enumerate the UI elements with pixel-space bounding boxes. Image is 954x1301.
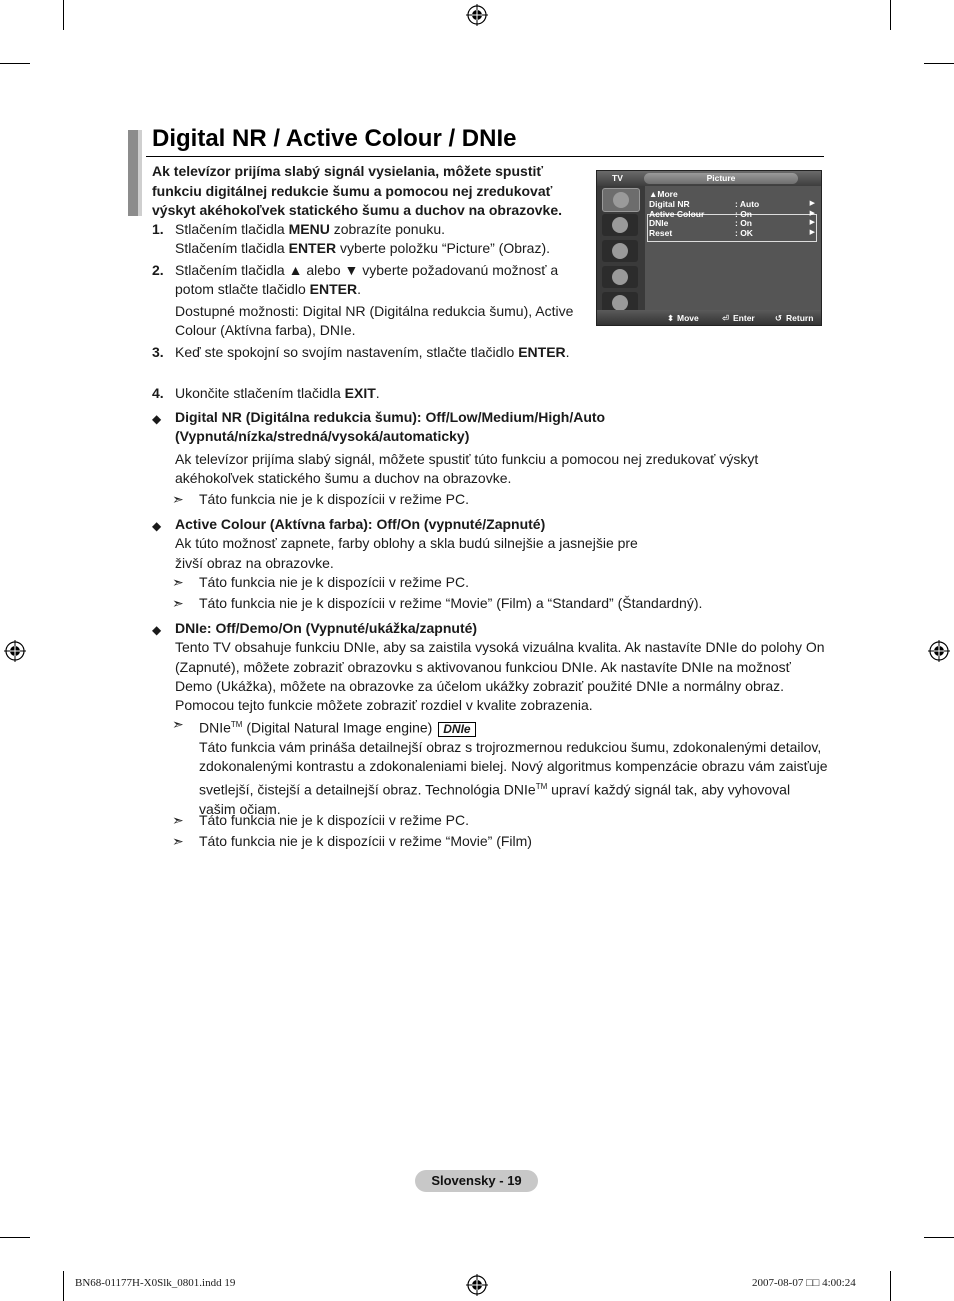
crop-mark: [890, 0, 891, 30]
note-arrow-icon: ➣: [172, 812, 184, 828]
dnie-term: (Digital Natural Image engine): [242, 719, 437, 736]
page-number-badge: Slovensky - 19: [415, 1170, 538, 1192]
osd-more: [649, 189, 815, 199]
step-text: Stlačením tlačidla: [175, 221, 289, 237]
osd-row-label: Active Colour: [649, 209, 705, 219]
osd-row-value: : OK: [735, 228, 753, 238]
registration-mark-icon: [4, 640, 26, 662]
note-arrow-icon: ➣: [172, 833, 184, 849]
osd-menu-list: [645, 186, 821, 310]
osd-enter-label: Enter: [733, 313, 755, 323]
osd-more-label: ▲More: [649, 189, 678, 199]
step-text: .: [565, 344, 570, 360]
section-heading: Active Colour (Aktívna farba): Off/On (vypnuté/Zapnuté): [175, 516, 546, 532]
osd-menu-title: Picture: [644, 173, 798, 184]
osd-row: [649, 218, 815, 228]
key-label: MENU: [288, 221, 330, 237]
return-icon: ↺: [775, 313, 783, 323]
note-arrow-icon: ➣: [172, 595, 184, 611]
step-text: Ukončite stlačením tlačidla: [175, 385, 345, 401]
diamond-bullet-icon: ◆: [152, 519, 162, 533]
note-text: Táto funkcia nie je k dispozícii v režime “Movie” (Film) a “Standard” (Štandardný).: [199, 595, 703, 611]
osd-row-value: : On: [735, 209, 752, 219]
note-arrow-icon: ➣: [172, 491, 184, 507]
trademark-mark: TM: [230, 720, 243, 729]
key-label: ENTER: [309, 281, 358, 298]
step-text: zobrazíte ponuku.: [329, 221, 446, 237]
diamond-bullet-icon: ◆: [152, 412, 162, 426]
registration-mark-icon: [466, 4, 488, 26]
dnie-description: upraví každý signál tak, aby vyhovoval vašim očiam.: [199, 781, 791, 817]
step-number: 4.: [152, 385, 164, 401]
crop-mark: [890, 1271, 891, 1301]
title-rule: [146, 156, 824, 157]
right-arrow-icon: ▶: [809, 229, 815, 236]
step-number: 1.: [152, 221, 164, 237]
right-arrow-icon: ▶: [809, 210, 815, 217]
step-text: Stlačením tlačidla ▲ alebo ▼ vyberte požadovanú možnosť a potom stlačte tlačidlo: [175, 262, 559, 298]
title-accent-bar: [138, 130, 142, 216]
crop-mark: [63, 0, 64, 30]
step-text: vyberte položku “Picture” (Obraz).: [336, 240, 551, 257]
step-text: .: [375, 385, 380, 401]
osd-row-label: Reset: [649, 228, 673, 238]
step-text: Dostupné možnosti: Digital NR (Digitálna redukcia šumu), Active Colour (Aktívna farba), DNIe.: [175, 302, 574, 338]
crop-mark: [0, 63, 30, 64]
key-label: ENTER: [288, 240, 337, 257]
step-text: Keď ste spokojní so svojím nastavením, stlačte tlačidlo: [175, 344, 519, 360]
osd-icon-column: [597, 186, 645, 310]
trademark-mark: TM: [535, 781, 548, 791]
crop-mark: [924, 1237, 954, 1238]
crop-mark: [0, 1237, 30, 1238]
note-arrow-icon: ➣: [172, 716, 184, 732]
setup-icon: [602, 266, 638, 288]
note-text: Táto funkcia nie je k dispozícii v režime PC.: [199, 812, 469, 828]
dnie-description: Táto funkcia vám prináša detailnejší obraz s trojrozmernou redukciou šumu, zdokonalenými detailov, zdokonalenými kontrastu a zdokonaleniami bielej. Nový algoritmus kompenzácie obrazu vám zaisťuje svetlejší, čistejší a detailnejší obraz. Technológia DNIe: [199, 738, 828, 798]
osd-footer: [597, 310, 821, 325]
diamond-bullet-icon: ◆: [152, 623, 162, 637]
note-text: Táto funkcia nie je k dispozícii v režime PC.: [199, 491, 469, 507]
step-number: 3.: [152, 344, 164, 360]
osd-row-value: : Auto: [735, 199, 760, 209]
enter-icon: ⏎: [722, 313, 730, 323]
crop-mark: [63, 1271, 64, 1301]
section-text: Ak túto možnosť zapnete, farby oblohy a skla budú silnejšie a jasnejšie pre živší obraz na obrazovke.: [175, 535, 638, 571]
move-icon: ⬍: [667, 313, 675, 323]
channel-icon: [602, 240, 638, 262]
note-text: Táto funkcia nie je k dispozícii v režime “Movie” (Film): [199, 833, 532, 849]
note-text: Táto funkcia nie je k dispozícii v režime PC.: [199, 574, 469, 590]
step-text: Stlačením tlačidla: [175, 240, 289, 257]
dnie-term: DNIe: [199, 719, 231, 736]
osd-return-label: Return: [786, 313, 814, 323]
section-heading: Digital NR (Digitálna redukcia šumu): Off/Low/Medium/High/Auto (Vypnutá/nízka/stredná/vysoká/automaticky): [175, 409, 606, 445]
print-file-info: BN68-01177H-X0Slk_0801.indd 19: [75, 1277, 236, 1289]
note-arrow-icon: ➣: [172, 574, 184, 590]
dnie-logo-icon: DNIe: [438, 722, 475, 737]
section-text: Ak televízor prijíma slabý signál, môžete spustiť túto funkciu a pomocou nej zredukovať výskyt akéhokoľvek statického šumu a duchov na obrazovke.: [175, 450, 759, 486]
section-heading: DNIe: Off/Demo/On (Vypnuté/ukážka/zapnuté): [175, 620, 478, 636]
step-text: .: [357, 281, 361, 298]
key-label: ENTER: [518, 344, 566, 360]
osd-source-label: TV: [612, 173, 623, 183]
picture-icon: [602, 188, 640, 212]
osd-row: [649, 199, 815, 209]
osd-row-label: Digital NR: [649, 199, 690, 209]
registration-mark-icon: [466, 1274, 488, 1296]
print-date-info: 2007-08-07 □□ 4:00:24: [752, 1277, 856, 1289]
osd-row-value: : On: [735, 218, 752, 228]
osd-row-label: DNIe: [649, 218, 669, 228]
section-text: Tento TV obsahuje funkciu DNIe, aby sa zaistila vysoká vizuálna kvalita. Ak nastavíte DNIe do polohy On (Zapnuté), môžete zobraziť obrazovku s aktivovanou funkciou DNIe. Ak nastavíte DNIe na možnosť Demo (Ukážka), môžete na obrazovke za účelom ukážky zobraziť použité DNIe a normálny obraz. Pomocou tejto funkcie môžete zobraziť rozdiel v kvalite zobrazenia.: [175, 639, 825, 714]
right-arrow-icon: ▶: [809, 200, 815, 207]
osd-header: [597, 171, 821, 186]
step-number: 2.: [152, 262, 164, 278]
tv-osd-screenshot: [596, 170, 822, 326]
right-arrow-icon: ▶: [809, 219, 815, 226]
intro-text: Ak televízor prijíma slabý signál vysielania, môžete spustiť funkciu digitálnej redukcie šumu a pomocou nej zredukovať výskyt akéhokoľvek statického šumu a duchov na obrazovke.: [152, 163, 562, 218]
osd-move-label: Move: [677, 313, 699, 323]
key-label: EXIT: [344, 385, 376, 401]
page-title: Digital NR / Active Colour / DNIe: [152, 125, 517, 152]
osd-row: [649, 228, 815, 238]
sound-icon: [602, 214, 638, 236]
crop-mark: [924, 63, 954, 64]
registration-mark-icon: [928, 640, 950, 662]
